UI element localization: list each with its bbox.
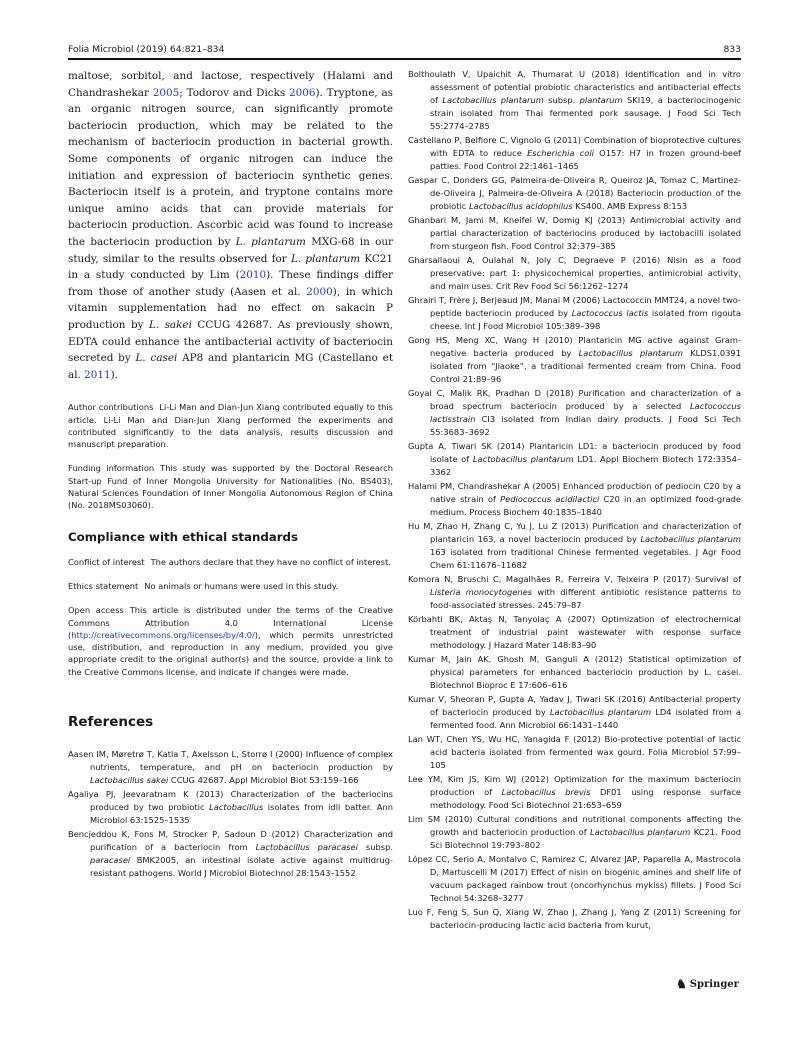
text-run: CCUG 42687. Appl Microbiol Biot 53:159–166 (168, 775, 359, 786)
species-name: L. sakei (148, 318, 192, 331)
text-run: Lim SM (2010) Cultural conditions and nutritional components affecting the growth and bacteriocin production of (408, 814, 741, 837)
reference-item (408, 254, 741, 293)
reference-item (68, 788, 393, 827)
text-run: Lee YM, Kim JS, Kim WJ (2012) Optimization for the maximum bacteriocin production of (408, 774, 741, 797)
text-run: LD4 isolated from a fermented food. Ann Microbiol 66:1431–1440 (430, 707, 741, 730)
open-access-text-after: ), which permits unrestricted use, distribution, and reproduction in any medium, provided you give appropriate credit to the original author(s) and the source, provide a link to the Creative Commons license, and indicate if changes were made. (68, 629, 393, 677)
conflict-text: The authors declare that they have no conflict of interest. (150, 556, 391, 567)
reference-item (408, 773, 741, 812)
citation-link[interactable]: 2006 (289, 86, 316, 99)
text-run: AP8 and plantaricin MG (Castellano et al. (68, 352, 393, 381)
species-name: Lactococcus lactisstrain (430, 401, 741, 424)
text-run: Aasen IM, Møretrø T, Katla T, Axelsson L, Storrø I (2000) Influence of complex nutrients, temperature, and pH on bacteriocin production by (68, 749, 393, 773)
text-run: BMK2005, an intestinal isolate active against multidrug-resistant pathogens. World J Microbiol Biotechnol 28:1543–1552 (90, 855, 393, 879)
species-name: Escherichia coli (527, 148, 594, 158)
compliance-heading: Compliance with ethical standards (68, 529, 299, 544)
references-list-right (408, 68, 741, 932)
running-header (68, 44, 741, 58)
text-run: Körbahti BK, Aktaş N, Tanyolaç A (2007) Optimization of electrochemical treatment of industrial paint wastewater with response surface methodology. J Hazard Mater 148:83–90 (408, 614, 741, 650)
text-run: O157: H7 in frozen ground-beef patties. Food Control 22:1461–1465 (430, 148, 741, 171)
reference-item (408, 653, 741, 692)
page-number: 833 (723, 44, 741, 55)
ethics-label: Ethics statement (68, 580, 139, 591)
text-run: subsp. (357, 842, 393, 853)
references-heading: References (68, 714, 154, 731)
text-run: SKI19, a bacteriocinogenic strain isolated from Thai fermented pork sausage. J Food Sci Tech 55:2774–2785 (430, 95, 741, 131)
text-run: Castellano P, Belfiore C, Vignolo G (2011) Combination of bioprotective cultures with EDTA to reduce (408, 135, 741, 158)
text-run: isolates from idli batter. Ann Microbiol 63:1525–1535 (90, 802, 393, 826)
open-access-label: Open access (68, 605, 124, 616)
funding-label: Funding information (68, 463, 155, 474)
species-name: plantarum (579, 95, 623, 105)
text-run: Bencjeddou K, Fons M, Strocker P, Sadoun D (2012) Characterization and purification of a bacteriocin from (68, 829, 393, 853)
left-column (68, 68, 393, 881)
author-contributions (68, 401, 393, 450)
reference-item (408, 68, 741, 133)
species-name: Lactobacillus (209, 802, 264, 813)
species-name: Pediococcus acidilactici (500, 494, 600, 504)
text-run: Komora N, Bruschi C, Magalhães R, Ferreira V, Teixeira P (2017) Survival of (408, 574, 741, 584)
species-name: paracasei (90, 855, 131, 866)
open-access-text-before: This article is distributed under the terms of the Creative Commons Attribution 4.0 International License ( (68, 605, 393, 640)
publisher-name: Springer (689, 978, 739, 990)
reference-item (68, 828, 393, 880)
species-name: Lactobacillus acidophilus (468, 201, 573, 211)
species-name: L. plantarum (235, 235, 306, 248)
citation-link[interactable]: 2005 (152, 86, 180, 99)
publisher-logo (676, 977, 739, 991)
reference-item (408, 294, 741, 333)
text-run: ; Todorov and Dicks (179, 86, 290, 99)
text-run: ), in which vitamin supplementation had no effect on sakacin P production by (68, 285, 393, 331)
text-run: KS400. AMB Express 8:153 (572, 201, 688, 211)
reference-item (408, 174, 741, 213)
right-column (408, 68, 741, 933)
reference-item (408, 853, 741, 905)
text-run: Ghrairi T, Frère J, Berjeaud JM, Manai M (2006) Lactococcin MMT24, a novel two-peptide bacteriocin produced by (408, 295, 741, 318)
text-run: Kumar V, Sheoran P, Gupta A, Yadav J, Tiwari SK (2016) Antibacterial property of bacteriocin produced by (408, 694, 741, 717)
text-run: Hu M, Zhao H, Zhang C, Yu J, Lu Z (2013) Purification and characterization of plantaricin 163, a novel bacteriocin produced by (408, 521, 741, 544)
reference-item (408, 573, 741, 612)
text-run: DF01 using response surface methodology. Food Sci Biotechnol 21:653–659 (430, 787, 742, 810)
text-run: with different antibiotic resistance patterns to food-associated stresses. 245:79–87 (430, 587, 741, 610)
text-run: CCUG 42687. As previously shown, EDTA could enhance the antibacterial activity of bacteriocin secreted by (68, 318, 393, 365)
text-run: Bolthoulath V, Upaichit A, Thumarat U (2018) Identification and in vitro assessment of potential probiotic characteristics and antibacterial effects of (408, 69, 741, 105)
species-name: Lactobacillus plantarum (442, 95, 544, 105)
text-run: C20 in an optimized food-grade medium. Process Biochem 40:1835–1840 (430, 494, 741, 517)
text-run: CI3 isolated from Indian dairy products. J Food Sci Tech 55:3683–3692 (430, 414, 741, 437)
species-name: Lactococcus lactis (571, 308, 649, 318)
species-name: Lactobacillus plantarum (640, 534, 741, 544)
species-name: Lactobacillus plantarum (590, 827, 691, 837)
reference-item (408, 813, 741, 852)
species-name: Lactobacillus brevis (501, 787, 591, 797)
conflict-label: Conflict of interest (68, 556, 145, 567)
reference-item (408, 387, 741, 439)
text-run: Gong HS, Meng XC, Wang H (2010) Plantaricin MG active against Gram-negative bacteria produced by (408, 335, 741, 358)
reference-item (408, 214, 741, 253)
species-name: Lactobacillus paracasei (255, 842, 358, 853)
reference-item (408, 906, 741, 932)
text-run: Gaspar C, Donders GG, Palmeira-de-Oliveira R, Queiroz JA, Tomaz C, Martinez-de-Oliveira J, Palmeira-de-Oliveira A (2018) Bacteriocin production of the probiotic (408, 175, 741, 211)
text-run: MXG-68 in our study, similar to the results observed for (68, 235, 394, 265)
reference-item (68, 748, 393, 787)
species-name: Lactobacillus plantarum (472, 454, 574, 464)
text-run: 163 isolated from traditional Chinese fermented vegetables. J Agr Food Chem 61:11676–11682 (430, 547, 741, 570)
springer-horse-icon: ♞ (676, 977, 687, 991)
citation-link[interactable]: 2010 (239, 269, 267, 282)
text-run: ). Tryptone, as an organic nitrogen source, can significantly promote bacteriocin production, which may be related to the mechanism of bacteriocin production in bacterial growth. Some components of organic nitrogen can induce the initiation and expression of bacteriocin synthetic genes. Bacteriocin itself is a protein, and tryptone contains more unique amino acids that can provide materials for bacteriocin production. Ascorbic acid was found to increase the bacteriocin production by (68, 86, 394, 248)
conflict-of-interest (68, 556, 393, 568)
text-run: KC21. Food Sci Biotechnol 19:793–802 (430, 827, 741, 850)
text-run: Goyal C, Malik RK, Pradhan D (2018) Purification and characterization of a broad spectrum bacteriocin produced by a selected (408, 388, 741, 411)
text-run: Ghanbari M, Jami M, Kneifel W, Domig KJ (2013) Antimicrobial activity and partial characterization of bacteriocins produced by lactobacilli isolated from sturgeon fish. Food Control 32:379–385 (408, 215, 741, 251)
citation-link[interactable]: 2011 (84, 368, 111, 381)
species-name: Listeria monocytogenes (430, 587, 533, 597)
text-run: Gupta A, Tiwari SK (2014) Plantaricin LD1: a bacteriocin produced by food isolate of (408, 441, 741, 464)
discussion-paragraph (68, 68, 393, 383)
reference-item (408, 693, 741, 732)
text-run: López CC, Serio A, Montalvo C, Ramirez C, Alvarez JAP, Paparella A, Mastrocola D, Martuscelli M (2017) Effect of nisin on biogenic amines and shelf life of vacuum packaged rainbow trout (oncorhynchus mykiss) fillets. J Food Sci Technol 54:3268–3277 (408, 854, 741, 903)
text-run: Kumar M, Jain AK, Ghosh M, Ganguli A (2012) Statistical optimization of physical parameters for enhanced bacteriocin production by L. casei. Biotechnol Bioproc E 17:606–616 (408, 654, 741, 690)
ethics-text: No animals or humans were used in this study. (144, 580, 339, 591)
species-name: Lactobacillus plantarum (578, 348, 683, 358)
author-contributions-label: Author contributions (68, 402, 154, 413)
reference-item (408, 613, 741, 652)
text-run: Gharsallaoui A, Oulahal N, Joly C, Degraeve P (2016) Nisin as a food preservative: part 1: physicochemical properties, antimicrobial activity, and main uses. Crit Rev Food Sci 56:1262–1274 (408, 255, 741, 291)
text-run: ). (110, 368, 118, 381)
author-contributions-text: Li-Li Man and Dian-Jun Xiang contributed equally to this article. Li-Li Man and Dian-Jun Xiang performed the experiments and contributed significantly to the data analysis, results discussion and manuscript preparation. (68, 402, 393, 450)
text-run: Agaliya PJ, Jeevaratnam K (2013) Characterization of the bacteriocins produced by two probiotic (68, 789, 393, 813)
text-run: Luo F, Feng S, Sun Q, Xiang W, Zhao J, Zhang J, Yang Z (2011) Screening for bacteriocin-producing lactic acid bacteria from kurut, (408, 907, 741, 930)
species-name: Lactobacillus sakei (90, 775, 169, 786)
funding-text: This study was supported by the Doctoral Research Start-up Fund of Inner Mongolia University for Nationalities (No. BS403), Natural Sciences Foundation of Inner Mongolia Autonomous Region of China (No. 2018MS03060). (68, 463, 393, 511)
species-name: Lactobacillus plantarum (549, 707, 652, 717)
text-run: KLDS1.0391 isolated from “Jiaoke”, a traditional fermented cream from China. Food Control 21:89–96 (430, 348, 741, 384)
reference-item (408, 334, 741, 386)
license-link[interactable]: http://creativecommons.org/licenses/by/4.0/ (71, 629, 255, 640)
reference-item (408, 134, 741, 173)
text-run: Halami PM, Chandrashekar A (2005) Enhanced production of pediocin C20 by a native strain of (408, 481, 741, 504)
journal-citation: Folia Microbiol (2019) 64:821–834 (68, 44, 225, 55)
text-run: maltose, sorbitol, and lactose, respectively (Halami and Chandrashekar (68, 70, 393, 99)
funding-information (68, 462, 393, 511)
text-run: isolated from rigouta cheese. Int J Food Microbiol 105:389–398 (430, 308, 741, 331)
ethics-statement (68, 580, 393, 592)
reference-item (408, 440, 741, 479)
header-rule (68, 58, 741, 60)
text-run: ). These findings differ from those of another study (Aasen et al. (68, 269, 393, 298)
text-run: subsp. (543, 95, 580, 105)
species-name: L. casei (135, 352, 178, 365)
open-access (68, 604, 393, 678)
text-run: Lan WT, Chen YS, Wu HC, Yanagida F (2012) Bio-protective potential of lactic acid bacteria isolated from fermented wax gourd. Folia Microbiol 57:99–105 (408, 734, 741, 770)
reference-item (408, 520, 741, 572)
text-run: KC21 in a study conducted by Lim ( (68, 252, 393, 282)
references-list-left (68, 748, 393, 880)
citation-link[interactable]: 2000 (306, 285, 333, 298)
species-name: L. plantarum (290, 252, 361, 265)
reference-item (408, 733, 741, 772)
reference-item (408, 480, 741, 519)
text-run: LD1. Appl Biochem Biotech 172:3354–3362 (430, 454, 741, 477)
